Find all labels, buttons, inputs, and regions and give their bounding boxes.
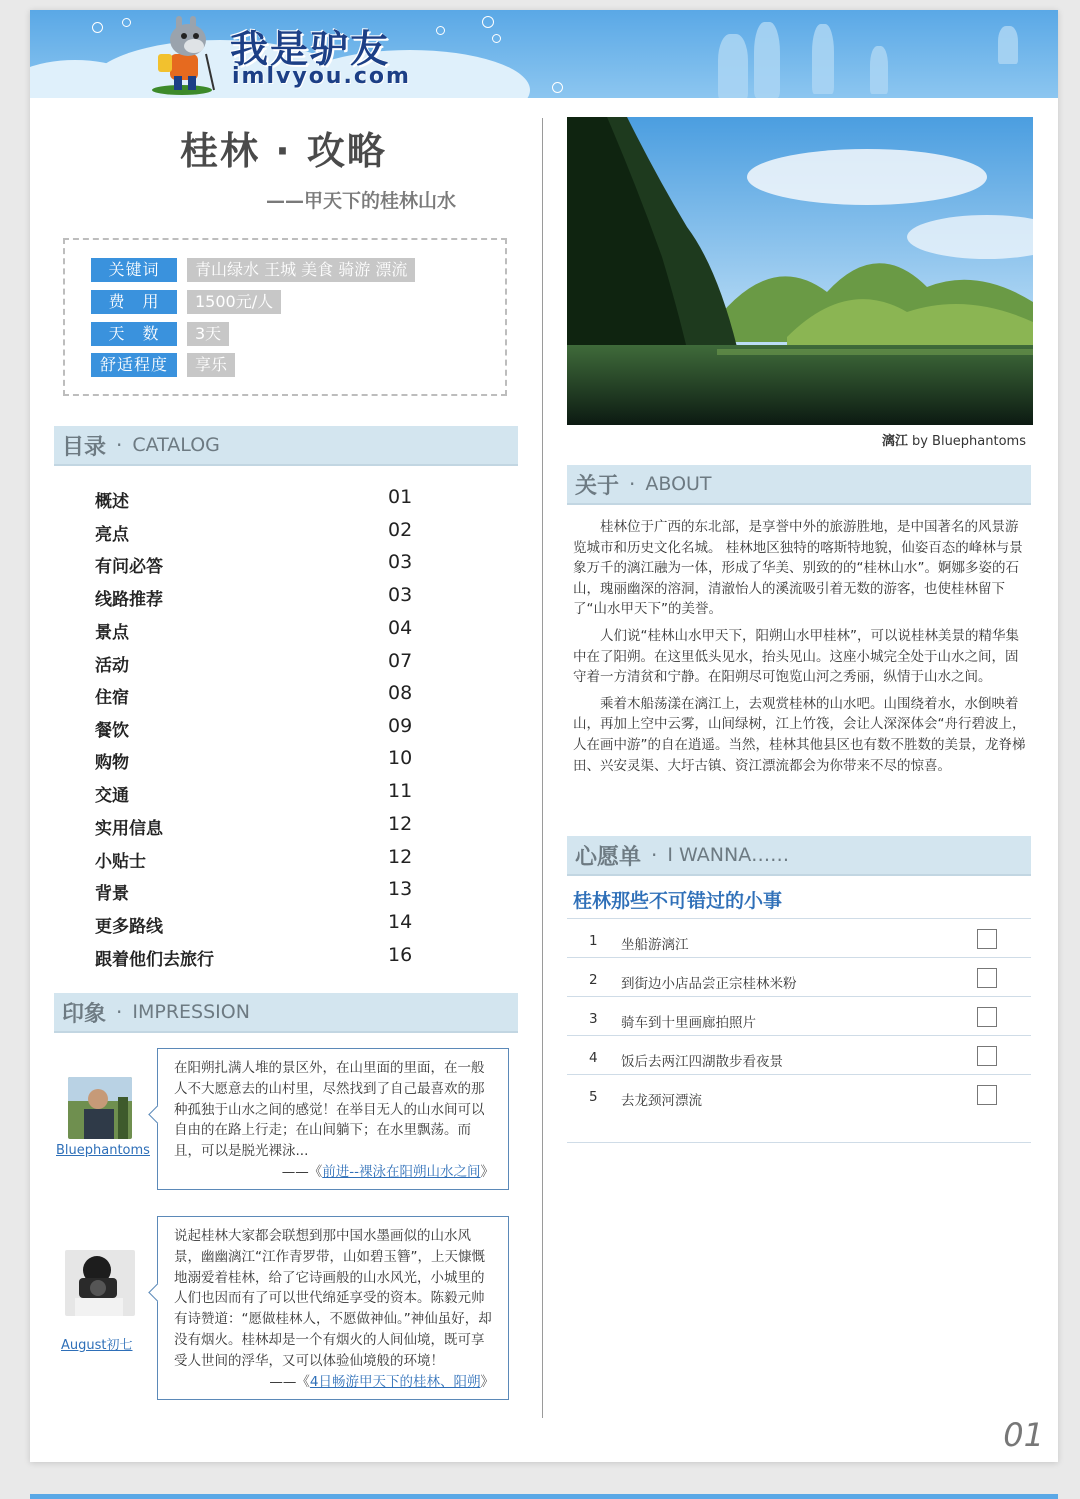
catalog-page-number: 10 bbox=[388, 747, 413, 769]
wish-checkbox[interactable] bbox=[977, 1085, 997, 1105]
catalog-item[interactable]: 概述 bbox=[95, 492, 129, 512]
quote-source: ——《前进--裸泳在阳朔山水之间》 bbox=[281, 1164, 494, 1181]
comfort-row bbox=[91, 353, 235, 377]
hiker-silhouette bbox=[812, 24, 834, 94]
catalog-item[interactable]: 有问必答 bbox=[95, 557, 163, 577]
wish-item-text: 去龙颈河漂流 bbox=[621, 1093, 702, 1109]
avatar[interactable] bbox=[68, 1077, 132, 1139]
about-text bbox=[573, 517, 1028, 782]
catalog-item[interactable]: 交通 bbox=[95, 786, 129, 806]
catalog-item[interactable]: 景点 bbox=[95, 623, 129, 643]
keyword-label: 关键词 bbox=[91, 258, 177, 282]
impression-title-en: IMPRESSION bbox=[132, 1001, 250, 1023]
catalog-page-number: 09 bbox=[388, 715, 413, 737]
wish-list-end-rule bbox=[567, 1142, 1031, 1144]
catalog-page-number: 13 bbox=[388, 878, 413, 900]
catalog-page-number: 07 bbox=[388, 650, 413, 672]
site-banner bbox=[30, 10, 1058, 98]
keyword-box bbox=[63, 238, 507, 396]
catalog-page-number: 12 bbox=[388, 813, 413, 835]
user-photo-icon bbox=[68, 1077, 132, 1139]
comfort-value: 享乐 bbox=[187, 353, 235, 377]
user-name-link[interactable]: Bluephantoms bbox=[56, 1143, 150, 1158]
wish-checkbox[interactable] bbox=[977, 929, 997, 949]
wish-item-text: 到街边小店品尝正宗桂林米粉 bbox=[621, 976, 797, 992]
about-title-en: ABOUT bbox=[645, 473, 712, 495]
cost-label: 费 用 bbox=[91, 290, 177, 314]
days-label: 天 数 bbox=[91, 322, 177, 346]
catalog-item[interactable]: 实用信息 bbox=[95, 819, 163, 839]
column-divider bbox=[542, 118, 543, 1418]
hiker-silhouette bbox=[754, 22, 780, 98]
about-paragraph: 人们说“桂林山水甲天下，阳朔山水甲桂林”，可以说桂林美景的精华集中在了阳朔。在这里低头见水，抬头见山。这座小城完全处于山水之间，固守着一方清贫和宁静。在阳朔尽可饱览山河之秀丽，纵情于山水之间。 bbox=[573, 627, 1019, 686]
wish-item-text: 饭后去两江四湖散步看夜景 bbox=[621, 1054, 783, 1070]
cost-value: 1500元/人 bbox=[187, 290, 281, 314]
caption-credit: by Bluephantoms bbox=[907, 434, 1026, 449]
catalog-title-en: CATALOG bbox=[132, 434, 220, 456]
photo-caption bbox=[882, 430, 1026, 449]
wish-item-text: 坐船游漓江 bbox=[621, 937, 689, 953]
wish-list-title: 桂林那些不可错过的小事 bbox=[573, 890, 783, 912]
wish-item-number: 5 bbox=[589, 1089, 598, 1105]
page-number: 01 bbox=[1003, 1416, 1044, 1454]
catalog-item[interactable]: 购物 bbox=[95, 753, 129, 773]
wish-checkbox[interactable] bbox=[977, 1046, 997, 1066]
user-photo-icon bbox=[65, 1250, 135, 1316]
impression-header: 印象 · IMPRESSION bbox=[54, 993, 518, 1033]
wish-title-en: I WANNA…… bbox=[667, 844, 790, 866]
quote-text: 在阳朔扎满人堆的景区外，在山里面的里面，在一般人不大愿意去的山村里，尽然找到了自己最喜欢的那种孤独于山水之间的感觉！在举目无人的山水间可以自由的在路上行走；在山间躺下；在水里飘荡。而且，可以是脱光裸泳... bbox=[174, 1060, 485, 1160]
wish-item bbox=[567, 996, 1031, 1035]
site-logo-title[interactable]: 我是驴友 bbox=[230, 26, 391, 71]
keyword-value: 青山绿水 王城 美食 骑游 漂流 bbox=[187, 258, 415, 282]
about-paragraph: 桂林位于广西的东北部，是享誉中外的旅游胜地，是中国著名的风景游览城市和历史文化名城。 桂林地区独特的喀斯特地貌，仙姿百态的峰林与景象万千的漓江融为一体，形成了华美、别致的的“桂林山水”。婀娜多姿的石山，瑰丽幽深的溶洞，清澈怡人的溪流吸引着无数的游客，也使桂林留下了“山水甲天下”的美誉。 bbox=[573, 519, 1023, 618]
wish-item bbox=[567, 918, 1031, 957]
catalog-page-number: 08 bbox=[388, 682, 413, 704]
page-subtitle: ——甲天下的桂林山水 bbox=[266, 190, 457, 212]
catalog-page-number: 16 bbox=[388, 944, 413, 966]
lijiang-photo bbox=[567, 117, 1033, 425]
guide-page bbox=[30, 10, 1058, 1462]
catalog-item[interactable]: 小贴士 bbox=[95, 852, 146, 872]
wish-item bbox=[567, 957, 1031, 996]
next-page-edge bbox=[30, 1494, 1058, 1499]
impression-title-cn: 印象 bbox=[62, 1001, 107, 1027]
wish-title-cn: 心愿单 bbox=[575, 844, 642, 870]
quote-source: ——《4日畅游甲天下的桂林、阳朔》 bbox=[269, 1374, 494, 1391]
days-row bbox=[91, 322, 229, 346]
landscape-photo-icon bbox=[567, 117, 1033, 425]
wish-checkbox[interactable] bbox=[977, 1007, 997, 1027]
wish-checkbox[interactable] bbox=[977, 968, 997, 988]
catalog-page-number: 11 bbox=[388, 780, 413, 802]
catalog-page-number: 03 bbox=[388, 584, 413, 606]
wish-item-number: 4 bbox=[589, 1050, 598, 1066]
caption-location: 漓江 bbox=[881, 434, 908, 449]
impression-quote bbox=[157, 1216, 509, 1400]
wish-item bbox=[567, 1035, 1031, 1074]
cost-row bbox=[91, 290, 281, 314]
hiker-silhouette bbox=[998, 26, 1018, 64]
wish-item-number: 2 bbox=[589, 972, 598, 988]
wish-item-text: 骑车到十里画廊拍照片 bbox=[621, 1015, 756, 1031]
wish-item-number: 1 bbox=[589, 933, 598, 949]
avatar[interactable] bbox=[65, 1250, 135, 1316]
catalog-page-number: 02 bbox=[388, 519, 413, 541]
catalog-item[interactable]: 餐饮 bbox=[95, 721, 129, 741]
wish-header: 心愿单 · I WANNA…… bbox=[567, 836, 1031, 876]
hiker-silhouette bbox=[870, 46, 888, 94]
catalog-item[interactable]: 背景 bbox=[95, 884, 129, 904]
quote-source-link[interactable]: 4日畅游甲天下的桂林、阳朔 bbox=[309, 1374, 481, 1391]
comfort-label: 舒适程度 bbox=[91, 353, 177, 377]
catalog-item[interactable]: 更多路线 bbox=[95, 917, 163, 937]
wish-item-number: 3 bbox=[589, 1011, 598, 1027]
catalog-page-number: 04 bbox=[388, 617, 413, 639]
quote-text: 说起桂林大家都会联想到那中国水墨画似的山水风景，幽幽漓江“江作青罗带，山如碧玉簪”，上天慷慨地溺爱着桂林，给了它诗画般的山水风光，小城里的人们也因而有了可以世代绵延享受的资本。陈毅元帅有诗赞道：“愿做桂林人，不愿做神仙。”神仙虽好，却没有烟火。桂林却是一个有烟火的人间仙境，既可享受人世间的浮华，又可以体验仙境般的环境！ bbox=[174, 1228, 492, 1369]
quote-source-link[interactable]: 前进--裸泳在阳朔山水之间 bbox=[322, 1164, 481, 1181]
site-logo-url[interactable]: imlvyou.com bbox=[232, 64, 411, 89]
impression-quote bbox=[157, 1048, 509, 1190]
catalog-item[interactable]: 活动 bbox=[95, 656, 129, 676]
about-header: 关于 · ABOUT bbox=[567, 465, 1031, 505]
catalog-page-number: 14 bbox=[388, 911, 413, 933]
catalog-item[interactable]: 住宿 bbox=[95, 688, 129, 708]
catalog-item[interactable]: 线路推荐 bbox=[95, 590, 163, 610]
days-value: 3天 bbox=[187, 322, 229, 346]
donkey-mascot-icon bbox=[148, 14, 226, 96]
user-name-link[interactable]: August初七 bbox=[61, 1338, 133, 1353]
wish-item bbox=[567, 1074, 1031, 1113]
about-paragraph: 乘着木船荡漾在漓江上，去观赏桂林的山水吧。山围绕着水，水倒映着山，再加上空中云雾，山间绿树，江上竹筏，会让人深深体会“舟行碧波上，人在画中游”的自在逍遥。当然，桂林其他县区也有数不胜数的美景，龙脊梯田、兴安灵渠、大圩古镇、资江漂流都会为你带来不尽的惊喜。 bbox=[573, 695, 1026, 774]
catalog-item[interactable]: 跟着他们去旅行 bbox=[95, 950, 214, 970]
catalog-title-cn: 目录 bbox=[62, 434, 107, 460]
about-title-cn: 关于 bbox=[575, 473, 620, 499]
catalog-page-number: 03 bbox=[388, 551, 413, 573]
catalog-header: 目录 · CATALOG bbox=[54, 426, 518, 466]
catalog-item[interactable]: 亮点 bbox=[95, 525, 129, 545]
catalog-page-number: 12 bbox=[388, 846, 413, 868]
page-title: 桂林 · 攻略 bbox=[180, 129, 387, 173]
catalog-page-number: 01 bbox=[388, 486, 413, 508]
hiker-silhouette bbox=[718, 34, 748, 98]
keyword-row bbox=[91, 258, 415, 282]
